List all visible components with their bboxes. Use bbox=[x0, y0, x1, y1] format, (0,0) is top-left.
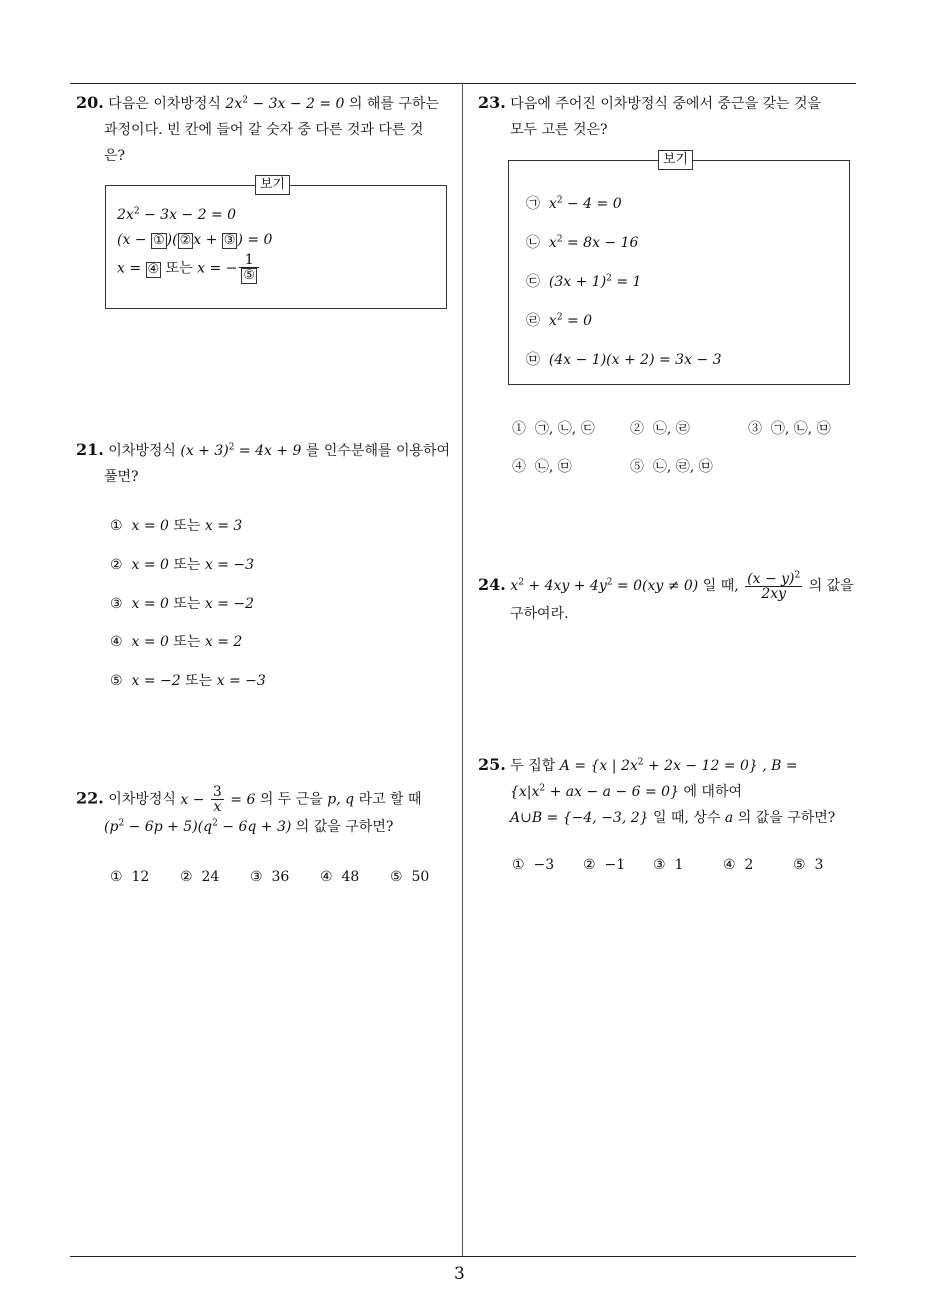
answer-option[interactable] bbox=[110, 869, 149, 885]
answer-option[interactable] bbox=[630, 418, 690, 438]
answer-option[interactable] bbox=[723, 857, 753, 873]
example-item: ㉢ $(3x + 1)^2 = 1$ bbox=[526, 273, 642, 290]
option-marker: ② bbox=[583, 857, 596, 873]
option-marker: ④ bbox=[110, 634, 123, 650]
question-text: 라고 할 때 bbox=[358, 791, 422, 808]
question-text: 구하여라. bbox=[510, 606, 569, 622]
option-marker: ① bbox=[110, 869, 123, 885]
question-number: 25. bbox=[478, 755, 506, 774]
question-21: 21. 이차방정식 $(x + 3)^2 = 4x + 9$ 를 인수분해를 이용하여 풀면? bbox=[76, 437, 458, 490]
answer-option[interactable] bbox=[748, 418, 831, 438]
example-item: ㉡ $x^2 = 8x - 16$ bbox=[526, 234, 639, 251]
option-value: −1 bbox=[604, 857, 626, 873]
column-divider bbox=[462, 83, 463, 1256]
blank-marker: ② bbox=[179, 233, 192, 248]
example-item: ㉠ $x^2 - 4 = 0$ bbox=[526, 195, 622, 212]
option-value: x = 0 bbox=[131, 596, 169, 612]
option-marker: ② bbox=[180, 869, 193, 885]
question-text: 에 대하여 bbox=[683, 784, 742, 800]
option-value: 48 bbox=[341, 869, 360, 885]
question-text: 과정이다. 빈 칸에 들어 갈 숫자 중 다른 것과 다른 것 bbox=[104, 122, 424, 138]
answer-option[interactable] bbox=[512, 418, 595, 438]
option-marker: ⑤ bbox=[793, 857, 806, 873]
question-20: 20. 다음은 이차방정식 $2x^2 - 3x - 2 = 0$ 의 해를 구하는 과정이다. 빈 칸에 들어 갈 숫자 중 다른 것과 다른 것 은? bbox=[76, 90, 458, 169]
example-box-content: $2x^2 - 3x - 2 = 0$ (x − ① )( ② x + ③ ) = 0 x = ④ 또는 x = − $\frac{1}{\text{⑤}}$ bbox=[117, 206, 273, 283]
option-value: ㉠, ㉡, ㉤ bbox=[770, 421, 831, 437]
question-text: 은? bbox=[104, 148, 126, 164]
question-text: 일 때, bbox=[702, 578, 739, 594]
top-rule bbox=[70, 83, 856, 84]
question-text: 의 값을 구하면? bbox=[737, 810, 836, 826]
option-value: ㉡, ㉤ bbox=[534, 459, 572, 475]
question-text: 의 값을 bbox=[808, 578, 854, 594]
answer-option[interactable] bbox=[512, 857, 554, 873]
question-text: 모두 고른 것은? bbox=[510, 122, 608, 138]
example-box-label: 보기 bbox=[658, 150, 693, 170]
question-text: 의 해를 구하는 bbox=[348, 96, 439, 112]
option-marker: ⑤ bbox=[110, 673, 123, 689]
option-value: ㉡, ㉣, ㉤ bbox=[652, 459, 713, 475]
option-value: x = 0 bbox=[131, 634, 169, 650]
option-value: x = −2 bbox=[131, 673, 181, 689]
blank-marker: ④ bbox=[147, 261, 160, 277]
option-marker: ② bbox=[110, 557, 123, 573]
item-marker: ㉤ bbox=[526, 352, 540, 368]
question-text: 이차방정식 bbox=[108, 443, 176, 459]
option-value: 36 bbox=[271, 869, 290, 885]
option-value: x = 0 bbox=[131, 518, 169, 534]
answer-option[interactable] bbox=[583, 857, 625, 873]
question-number: 21. bbox=[76, 440, 104, 459]
option-value: x = −3 bbox=[204, 557, 255, 573]
item-marker: ㉠ bbox=[526, 196, 540, 212]
option-word: 또는 bbox=[185, 673, 213, 689]
option-value: 2 bbox=[744, 857, 754, 873]
option-word: 또는 bbox=[173, 596, 201, 612]
option-marker: ④ bbox=[723, 857, 736, 873]
option-marker: ③ bbox=[748, 421, 762, 437]
option-marker: ⑤ bbox=[390, 869, 403, 885]
question-text: 일 때, 상수 bbox=[653, 810, 721, 826]
answer-option[interactable] bbox=[110, 515, 242, 535]
option-marker: ⑤ bbox=[630, 459, 644, 475]
question-text: 다음은 이차방정식 bbox=[108, 96, 221, 112]
question-number: 20. bbox=[76, 93, 104, 112]
question-number: 22. bbox=[76, 788, 104, 808]
option-value: ㉠, ㉡, ㉢ bbox=[534, 421, 595, 437]
blank-marker: ③ bbox=[223, 233, 236, 248]
option-value: x = 0 bbox=[131, 557, 169, 573]
word-or: 또는 bbox=[165, 260, 193, 277]
option-marker: ① bbox=[110, 518, 123, 534]
option-marker: ④ bbox=[320, 869, 333, 885]
option-value: x = 2 bbox=[204, 634, 243, 650]
question-text: 풀면? bbox=[104, 469, 139, 485]
option-marker: ② bbox=[630, 421, 644, 437]
question-25: 25. 두 집합 A = {x | $2x^2 + 2x - 12 = 0$} , B = {$x|x^2$ + ax − a − 6 = 0} 에 대하여 A∪B = {−4, −3, 2} 일 때, 상수 a 의 값을 구하면? bbox=[478, 755, 836, 826]
blank-marker: ① bbox=[153, 233, 165, 248]
example-item: ㉤ (4x − 1)(x + 2) = 3x − 3 bbox=[526, 352, 722, 368]
answer-option[interactable] bbox=[630, 456, 713, 476]
option-value: 1 bbox=[674, 857, 684, 873]
option-marker: ④ bbox=[512, 459, 526, 475]
option-value: 50 bbox=[411, 869, 430, 885]
blank-marker: ⑤ bbox=[243, 268, 256, 283]
question-number: 24. bbox=[478, 575, 506, 594]
option-value: 3 bbox=[814, 857, 824, 873]
answer-option[interactable] bbox=[653, 857, 683, 873]
option-value: ㉡, ㉣ bbox=[652, 421, 690, 437]
page-number: 3 bbox=[454, 1264, 465, 1284]
option-marker: ① bbox=[512, 857, 525, 873]
option-value: 24 bbox=[201, 869, 220, 885]
answer-option[interactable] bbox=[110, 670, 266, 690]
question-text: 의 값을 구하면? bbox=[295, 819, 394, 835]
option-value: x = 3 bbox=[204, 518, 243, 534]
question-text: 다음에 주어진 이차방정식 중에서 중근을 갖는 것을 bbox=[510, 96, 822, 112]
option-value: −3 bbox=[533, 857, 555, 873]
option-marker: ③ bbox=[250, 869, 263, 885]
answer-option[interactable] bbox=[110, 554, 254, 574]
item-marker: ㉣ bbox=[526, 313, 540, 329]
question-text: 두 집합 bbox=[510, 758, 556, 774]
answer-option[interactable] bbox=[390, 869, 429, 885]
answer-option[interactable] bbox=[793, 857, 823, 873]
answer-option[interactable] bbox=[180, 869, 219, 885]
answer-option[interactable] bbox=[320, 869, 359, 885]
answer-option[interactable] bbox=[110, 631, 242, 651]
question-24: 24. $x^2 + 4xy + 4y^2 = 0(xy \ne 0)$ 일 때, $\frac{(x - y)^2}{2xy}$ 의 값을 구하여라. bbox=[478, 570, 862, 627]
option-value: x = −2 bbox=[204, 596, 255, 612]
example-item: ㉣ $x^2 = 0$ bbox=[526, 312, 593, 329]
question-text: 이차방정식 bbox=[108, 791, 176, 808]
option-word: 또는 bbox=[173, 518, 201, 534]
answer-option[interactable] bbox=[512, 456, 572, 476]
example-box-label: 보기 bbox=[255, 175, 290, 195]
option-marker: ③ bbox=[653, 857, 666, 873]
question-text: 의 두 근을 bbox=[259, 791, 323, 808]
option-word: 또는 bbox=[173, 557, 201, 573]
question-22: 22. 이차방정식 x − $\frac{3}{x}$ = 6 의 두 근을 p, q 라고 할 때 $(p^2 - 6p + 5)(q^2 - 6q + 3)$ 의 값을 구하면? bbox=[76, 784, 422, 835]
option-word: 또는 bbox=[173, 634, 201, 650]
item-marker: ㉡ bbox=[526, 235, 540, 251]
item-marker: ㉢ bbox=[526, 274, 540, 290]
answer-option[interactable] bbox=[110, 593, 254, 613]
option-marker: ③ bbox=[110, 596, 123, 612]
option-value: x = −3 bbox=[216, 673, 266, 689]
option-value: 12 bbox=[131, 869, 150, 885]
bottom-rule bbox=[70, 1256, 856, 1257]
option-marker: ① bbox=[512, 421, 526, 437]
question-23 bbox=[478, 90, 860, 143]
question-text: 를 인수분해를 이용하여 bbox=[305, 443, 451, 459]
answer-option[interactable] bbox=[250, 869, 289, 885]
question-number: 23. bbox=[478, 93, 506, 112]
